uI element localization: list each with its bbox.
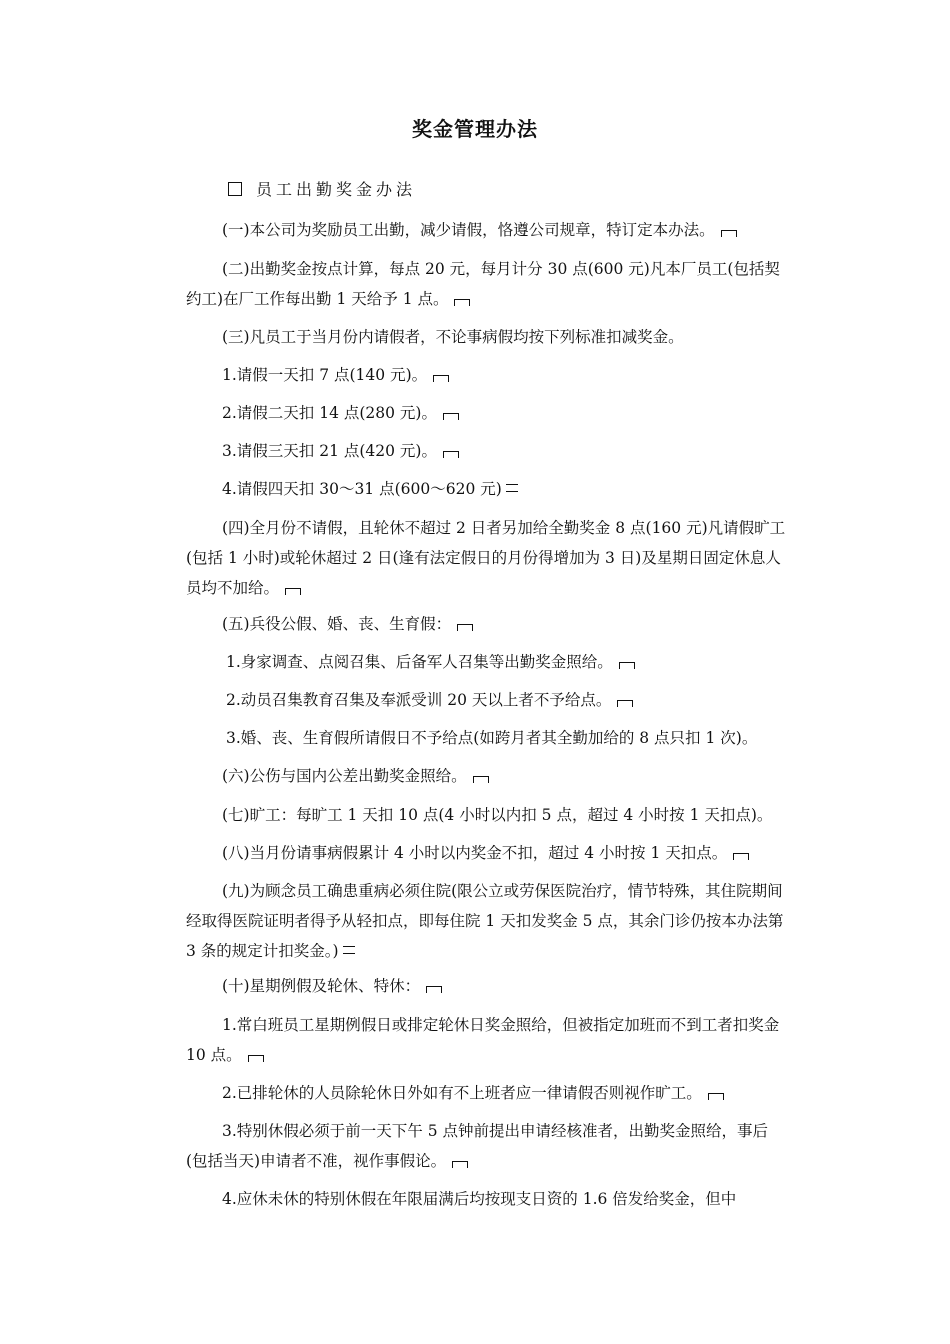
paragraph (186, 360, 786, 390)
paragraph (186, 1010, 786, 1070)
paragraph-mark-icon (285, 588, 301, 595)
checkbox-square-icon (228, 182, 242, 196)
paragraph (186, 322, 786, 352)
paragraph-mark-icon (733, 853, 749, 860)
paragraph-mark-icon (433, 375, 449, 382)
paragraph-mark-icon (248, 1055, 264, 1062)
paragraph (186, 723, 796, 753)
paragraph (186, 513, 786, 603)
section-heading-label: 员工出勤奖金办法 (256, 180, 417, 199)
paragraph-mark-icon (473, 776, 489, 783)
paragraph-text: (五)兵役公假、婚、丧、生育假： (222, 615, 452, 633)
paragraph (186, 800, 796, 830)
paragraph (186, 647, 786, 677)
paragraph-mark-icon (452, 1161, 468, 1168)
paragraph-mark-icon (426, 986, 442, 993)
paragraph-mark-icon (708, 1093, 724, 1100)
paragraph-text: (七)旷工：每旷工 1 天扣 10 点(4 小时以内扣 5 点，超过 4 小时按 1 天扣点)。 (222, 806, 773, 824)
paragraph-mark-icon (617, 700, 633, 707)
paragraph (186, 609, 786, 639)
section-heading (228, 175, 416, 205)
paragraph-text: 4.请假四天扣 30～31 点(600～620 元) (222, 480, 502, 498)
paragraph-mark-icon (343, 946, 355, 954)
paragraph-text: (三)凡员工于当月份内请假者，不论事病假均按下列标准扣减奖金。 (222, 328, 684, 346)
page-title: 奖金管理办法 (412, 117, 538, 141)
paragraph-mark-icon (506, 484, 518, 492)
paragraph (186, 254, 786, 314)
paragraph (186, 685, 786, 715)
paragraph-text: 1.身家调查、点阅召集、后备军人召集等出勤奖金照给。 (226, 653, 613, 671)
paragraph-mark-icon (619, 662, 635, 669)
paragraph-mark-icon (454, 299, 470, 306)
paragraph (186, 436, 786, 466)
paragraph-text: 1.常白班员工星期例假日或排定轮休日奖金照给，但被指定加班而不到工者扣奖金 10 点。 (186, 1016, 780, 1064)
paragraph-mark-icon (443, 413, 459, 420)
paragraph (186, 398, 786, 428)
paragraph-text: (四)全月份不请假，且轮休不超过 2 日者另加给全勤奖金 8 点(160 元)凡请假旷工(包括 1 小时)或轮休超过 2 日(逢有法定假日的月份得增加为 3 日)及星期日固定休息人员均不加给。 (186, 519, 786, 597)
paragraph-text: (十)星期例假及轮休、特休： (222, 977, 421, 995)
paragraph-text: (九)为顾念员工确患重病必须住院(限公立或劳保医院治疗，情节特殊，其住院期间经取得医院证明者得予从轻扣点，即每住院 1 天扣发奖金 5 点，其余门诊仍按本办法第 3 条的规定计扣奖金。) (186, 882, 784, 960)
paragraph-text: 2.已排轮休的人员除轮休日外如有不上班者应一律请假否则视作旷工。 (222, 1084, 702, 1102)
paragraph-text: 4.应休未休的特别休假在年限届满后均按现支日资的 1.6 倍发给奖金，但中 (222, 1190, 737, 1208)
paragraph (186, 215, 786, 245)
paragraph (186, 1116, 786, 1176)
paragraph-text: 2.动员召集教育召集及奉派受训 20 天以上者不予给点。 (226, 691, 612, 709)
paragraph (186, 838, 786, 868)
paragraph-mark-icon (457, 624, 473, 631)
paragraph (186, 1184, 786, 1214)
paragraph-text: 3.婚、丧、生育假所请假日不予给点(如跨月者其全勤加给的 8 点只扣 1 次)。 (226, 729, 758, 747)
paragraph-text: 2.请假二天扣 14 点(280 元)。 (222, 404, 437, 422)
paragraph (186, 761, 786, 791)
paragraph (186, 876, 786, 966)
paragraph-text: (一)本公司为奖励员工出勤，减少请假，恪遵公司规章，特订定本办法。 (222, 221, 715, 239)
paragraph-text: 3.请假三天扣 21 点(420 元)。 (222, 442, 437, 460)
paragraph-mark-icon (443, 451, 459, 458)
paragraph-text: (八)当月份请事病假累计 4 小时以内奖金不扣，超过 4 小时按 1 天扣点。 (222, 844, 728, 862)
paragraph (186, 474, 786, 504)
paragraph-text: 1.请假一天扣 7 点(140 元)。 (222, 366, 428, 384)
paragraph (186, 971, 786, 1001)
paragraph-text: (二)出勤奖金按点计算，每点 20 元，每月计分 30 点(600 元)凡本厂员工(包括契约工)在厂工作每出勤 1 天给予 1 点。 (186, 260, 780, 308)
paragraph-mark-icon (721, 230, 737, 237)
paragraph-text: (六)公伤与国内公差出勤奖金照给。 (222, 767, 467, 785)
paragraph (186, 1078, 786, 1108)
paragraph-text: 3.特别休假必须于前一天下午 5 点钟前提出申请经核准者，出勤奖金照给，事后(包括当天)申请者不准，视作事假论。 (186, 1122, 769, 1170)
